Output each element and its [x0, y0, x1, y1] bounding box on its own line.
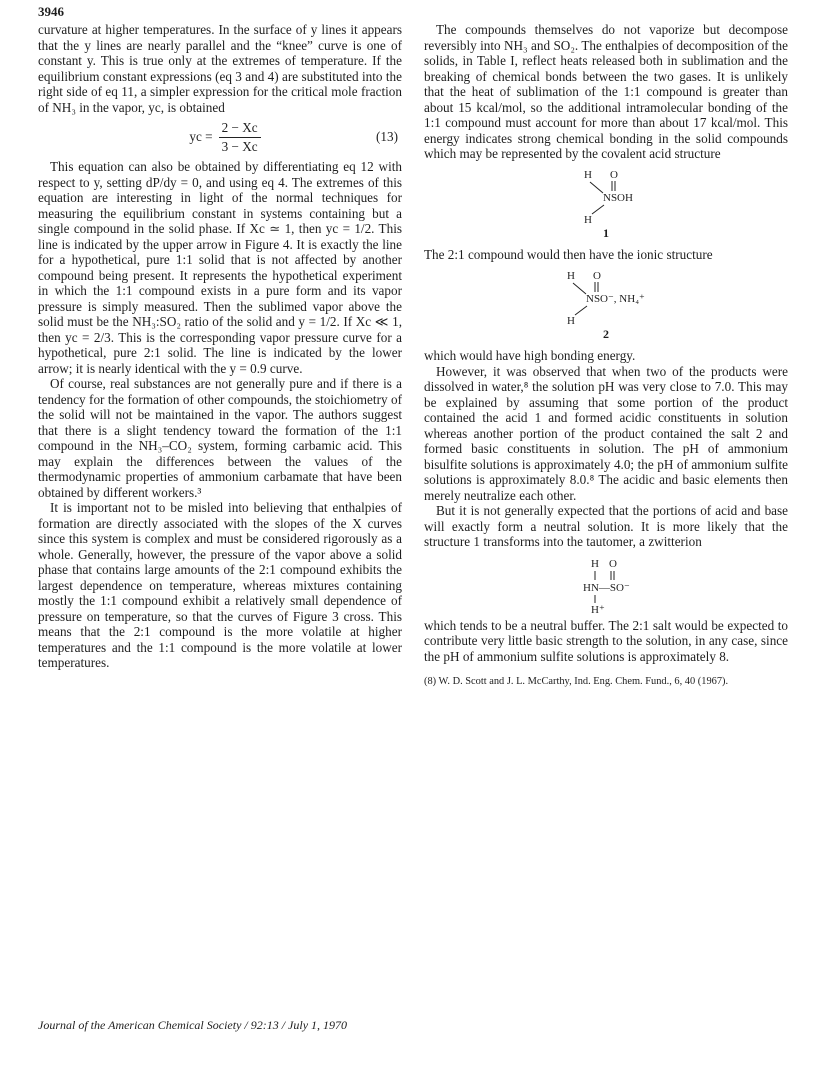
structure-zwitterion — [561, 556, 651, 614]
structure-group: NSO⁻, NH₄⁺ — [586, 292, 645, 305]
right-column — [424, 22, 788, 688]
paragraph: This equation can also be obtained by differentiating eq 12 with respect to y, setting dP/dy = 0, and using eq 4. The extremes of this equation are interesting in light of the normal techniques for measuring the equilibrium constant in systems containing but a single compound in the solid phase. If Xc ≃ 1, then yc = 1/2. This line is indicated by the upper arrow in Figure 4. It is exactly the line for a hypothetical, pure 1:1 solid that is not affected by another compound being present. It represents the hypothetical experiment in which the 1:1 compound exists in a pure form and its vapor pressure is simply measured. Then the sublimed vapor above the solid must be the NH₃:SO₂ ratio of the solid and y = 1/2. If Xc ≪ 1, then yc = 2/3. This is the corresponding vapor pressure curve for a hypothetical, pure 2:1 solid. The line is indicated by the lower arrow; it is nearly identical with the y = 0.9 curve. — [38, 159, 402, 376]
paragraph: The compounds themselves do not vaporize but decompose reversibly into NH₃ and SO₂. The enthalpies of decomposition of the solids, in Table I, reflect heats released both in sublimation and the breaking of chemical bonds between the two gases. It is unlikely that the heat of sublimation of the 1:1 compound is greater than about 15 kcal/mol, so the additional intramolecular bonding of the 1:1 compound must account for more than about 17 kcal/mol. This energy indicates strong chemical bonding in the solid compounds which may be represented by the covalent acid structure — [424, 22, 788, 161]
structure-label: 1 — [603, 225, 609, 240]
structure-h-bottom: H — [584, 213, 592, 226]
structure-group: HN—SO⁻ — [583, 581, 630, 594]
equation-numerator: 2 − Xc — [219, 120, 261, 138]
equation-number: (13) — [376, 129, 398, 144]
page-number: 3946 — [38, 4, 64, 19]
paragraph: Of course, real substances are not generally pure and if there is a tendency for the formation of other compounds, the stoichiometry of the solid will not be maintained in the vapor. The authors suggest that there is a slight tendency toward the formation of the 1:1 compound in the NH₃–CO₂ system, forming carbamic acid. This may explain the differences between the values of the thermodynamic properties of ammonium carbamate that have been obtained by different workers.³ — [38, 376, 402, 500]
structure-h-bottom: H⁺ — [591, 603, 605, 616]
equation-13 — [38, 115, 402, 159]
paragraph: curvature at higher temperatures. In the surface of y lines it appears that the y lines are nearly parallel and the “knee” curve is one of constant y. This is true only at the extremes of temperature. If the equilibrium constant expressions (eq 3 and 4) are substituted into the right side of eq 11, a simpler expression for the critical mole fraction of NH₃ in the vapor, yc, is obtained — [38, 22, 402, 115]
structure-2 — [531, 267, 681, 325]
structure-label: 2 — [603, 326, 609, 341]
paragraph: But it is not generally expected that the portions of acid and base will exactly form a neutral solution. It is more likely that the structure 1 transforms into the tautomer, a zwitterion — [424, 503, 788, 549]
equation-fraction — [219, 120, 261, 154]
paragraph: However, it was observed that when two of the products were dissolved in water,⁸ the solution pH was very close to 7.0. This may be explained by assuming that some portion of the product contained the acid 1 and formed acidic constituents in solution whereas another portion of the product contained the salt 2 and formed basic constituents in solution. The pH of ammonium bisulfite solutions is approximately 4.0; the pH of ammonium sulfite solutions is approximately 8.0.⁸ The acidic and basic elements then merely neutralize each other. — [424, 363, 788, 503]
left-column — [38, 22, 402, 671]
paragraph: The 2:1 compound would then have the ionic structure — [424, 247, 713, 262]
footnote: (8) W. D. Scott and J. L. McCarthy, Ind. Eng. Chem. Fund., 6, 40 (1967). — [424, 676, 729, 687]
structure-h-top: H — [591, 557, 599, 570]
paragraph: which tends to be a neutral buffer. The 2:1 salt would be expected to contribute very little basic strength to the solution, in any case, since the pH of ammonium sulfite solutions is approximately 8. — [424, 617, 788, 664]
structure-h-bottom: H — [567, 314, 575, 327]
equation-denominator: 3 − Xc — [221, 138, 258, 154]
equation-lhs: yc = — [189, 129, 213, 145]
paragraph: It is important not to be misled into believing that enthalpies of formation are directly associated with the slopes of the X curves since this system is complex and must be considered rigorously as a whole. Generally, however, the pressure of the vapor above a solid phase that contains large amounts of the 2:1 compound exhibits the largest dependence on temperature, whereas mixtures containing mostly the 1:1 compound exhibit a relatively small dependence of pressure on temperature, so that the curves of Figure 3 cross. This means that the 2:1 compound is the more volatile at higher temperatures and the 1:1 compound is the more volatile at lower temperatures. — [38, 500, 402, 670]
structure-h-top: H — [567, 269, 575, 282]
structure-o-top: O — [593, 269, 601, 282]
structure-o-top: O — [610, 168, 618, 181]
paragraph: which would have high bonding energy. — [424, 348, 636, 363]
structure-1 — [546, 166, 666, 224]
structure-group: NSOH — [603, 191, 633, 204]
structure-o-top: O — [609, 557, 617, 570]
journal-footer: Journal of the American Chemical Society / 92:13 / July 1, 1970 — [38, 1018, 348, 1032]
structure-h-top: H — [584, 168, 592, 181]
